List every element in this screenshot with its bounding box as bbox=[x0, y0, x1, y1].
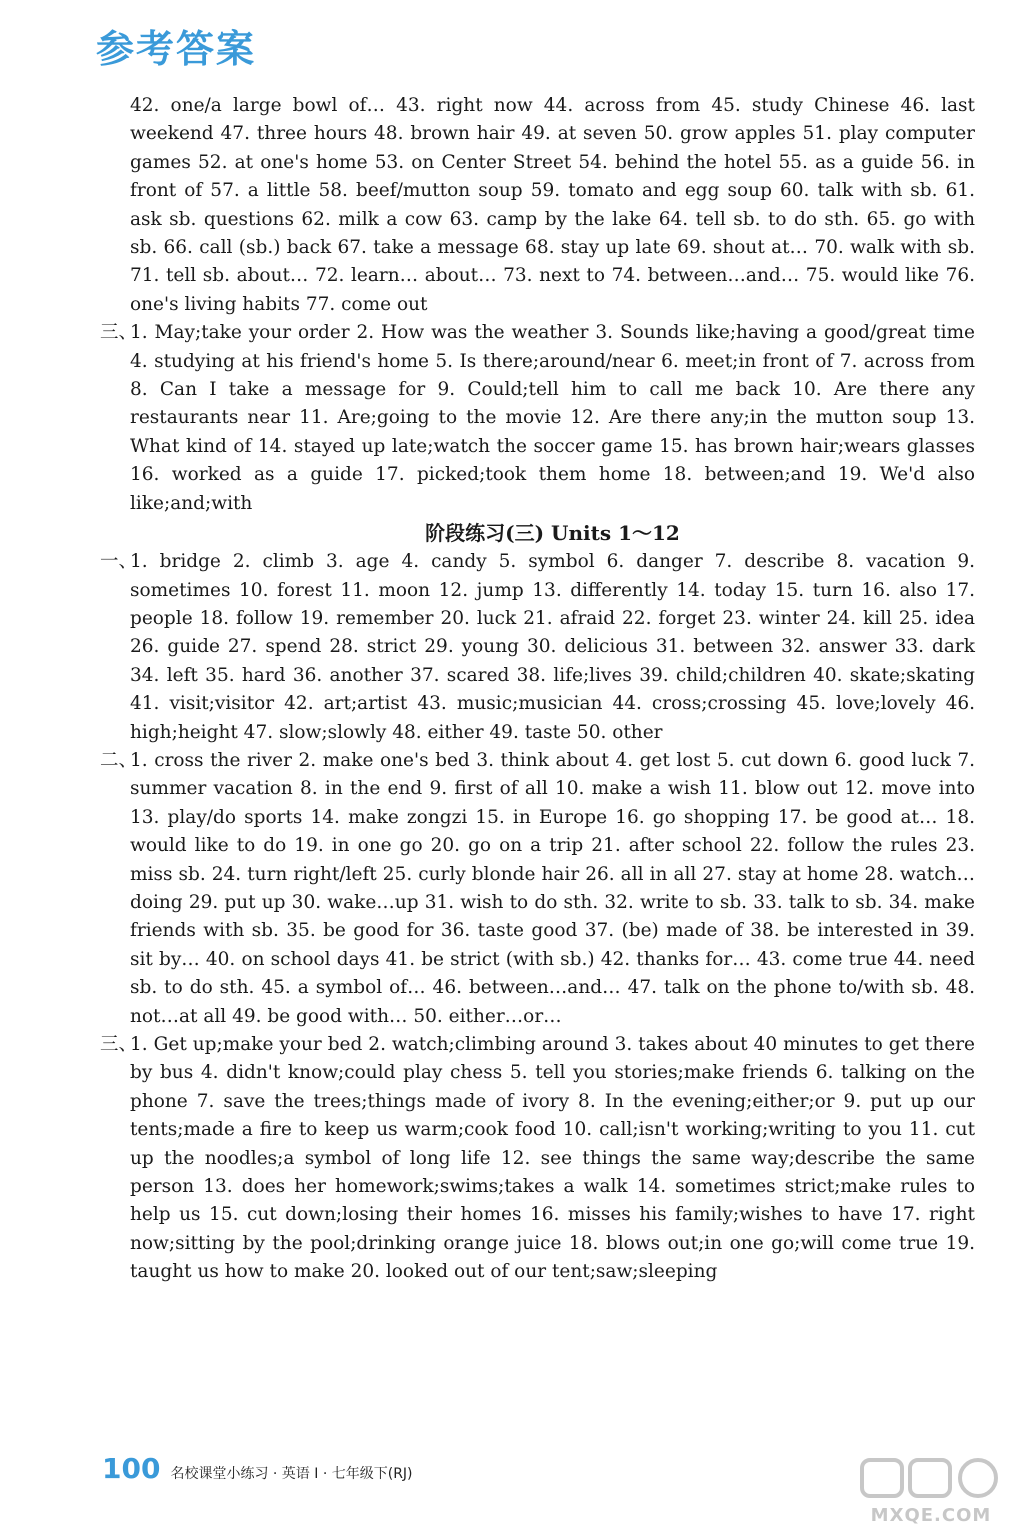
answer-text: 1. May;take your order 2. How was the weather 3. Sounds like;having a good/great time 4. studying at his friend's home 5. Is there;around/near 6. meet;in front of 7. across from 8. Can I take a message for 9. Could;tell him to call me back 10. Are there any restaurants near 11. Are;going to the movie 12. Are there any;in the mutton soup 13. What kind of 14. stayed up late;watch the soccer game 15. has brown hair;wears glasses 16. worked as a guide 17. picked;took them home 18. between;and 19. We'd also like;and;with bbox=[130, 322, 975, 514]
answer-block-sentences bbox=[100, 319, 975, 518]
answer-block-phrases: 42. one/a large bowl of… 43. right now 44. across from 45. study Chinese 46. last weekend 47. three hours 48. brown hair 49. at seven 50. grow apples 51. play computer games 52. at one's home 53. on Center Street 54. behind the hotel 55. as a guide 56. in front of 57. a little 58. beef/mutton soup 59. tomato and egg soup 60. talk with sb. 61. ask sb. questions 62. milk a cow 63. camp by the lake 64. tell sb. to do sth. 65. go with sb. 66. call (sb.) back 67. take a message 68. stay up late 69. shout at… 70. walk with sb. 71. tell sb. about… 72. learn… about… 73. next to 74. between…and… 75. would like 76. one's living habits 77. come out bbox=[130, 95, 975, 315]
answer-part-one bbox=[100, 548, 975, 747]
answer-text: 1. bridge 2. climb 3. age 4. candy 5. symbol 6. danger 7. describe 8. vacation 9. sometimes 10. forest 11. moon 12. jump 13. differently 14. today 15. turn 16. also 17. people 18. follow 19. remember 20. luck 21. afraid 22. forget 23. winter 24. kill 25. idea 26. guide 27. spend 28. strict 29. young 30. delicious 31. between 32. answer 33. dark 34. left 35. hard 36. another 37. scared 38. life;lives 39. child;children 40. skate;skating 41. visit;visitor 42. art;artist 43. music;musician 44. cross;crossing 45. love;lovely 46. high;height 47. slow;slowly 48. either 49. taste 50. other bbox=[130, 551, 975, 743]
page-number: 100 bbox=[102, 1452, 161, 1485]
watermark-logo bbox=[856, 1456, 1006, 1526]
answer-content bbox=[100, 92, 975, 1287]
section-mark: 三、 bbox=[100, 322, 138, 344]
section-mark: 二、 bbox=[100, 749, 138, 771]
answer-text: 1. Get up;make your bed 2. watch;climbing around 3. takes about 40 minutes to get there by bus 4. didn't know;could play chess 5. tell you stories;make friends 6. talking on the phone 7. save the trees;things made of ivory 8. In the evening;either;or 9. put up our tents;made a fire to keep us warm;cook food 10. call;isn't working;writing to you 11. cut up the noodles;a symbol of long life 12. see things the same way;describe the same person 13. does her homework;swims;takes a walk 14. sometimes strict;make rules to help us 15. cut down;losing their homes 16. misses his family;wishes to have 17. right now;sitting by the pool;drinking orange juice 18. blows out;in one go;will come true 19. taught us how to make 20. looked out of our tent;saw;sleeping bbox=[130, 1034, 975, 1283]
watermark-text: MXQE.COM bbox=[870, 1505, 992, 1526]
answer-part-three bbox=[100, 1031, 975, 1287]
section-title: 阶段练习(三) Units 1～12 bbox=[425, 521, 680, 546]
section-mark: 三、 bbox=[100, 1034, 138, 1055]
book-title: 名校课堂小练习 · 英语 Ⅰ · 七年级下(RJ) bbox=[170, 1466, 413, 1482]
page-header-title: 参考答案 bbox=[96, 27, 257, 71]
answer-text: 1. cross the river 2. make one's bed 3. think about 4. get lost 5. cut down 6. good luck 7. summer vacation 8. in the end 9. first of all 10. make a wish 11. blow out 12. move into 13. play/do sports 14. make zongzi 15. in Europe 16. go shopping 17. be good at… 18. would like to do 19. in one go 20. go on a trip 21. after school 22. follow the rules 23. miss sb. 24. turn right/left 25. curly blonde hair 26. all in all 27. stay at home 28. watch…doing 29. put up 30. wake…up 31. wish to do sth. 32. write to sb. 33. talk to sb. 34. make friends with sb. 35. be good for 36. taste good 37. (be) made of 38. be interested in 39. sit by… 40. on school days 41. be strict (with sb.) 42. thanks for… 43. come true 44. need sb. to do sth. 45. a symbol of… 46. between…and… 47. talk on the phone to/with sb. 48. not…at all 49. be good with… 50. either…or… bbox=[130, 749, 975, 1027]
section-mark: 一、 bbox=[100, 551, 138, 573]
answer-part-two bbox=[100, 747, 975, 1031]
page-footer bbox=[102, 1452, 413, 1485]
